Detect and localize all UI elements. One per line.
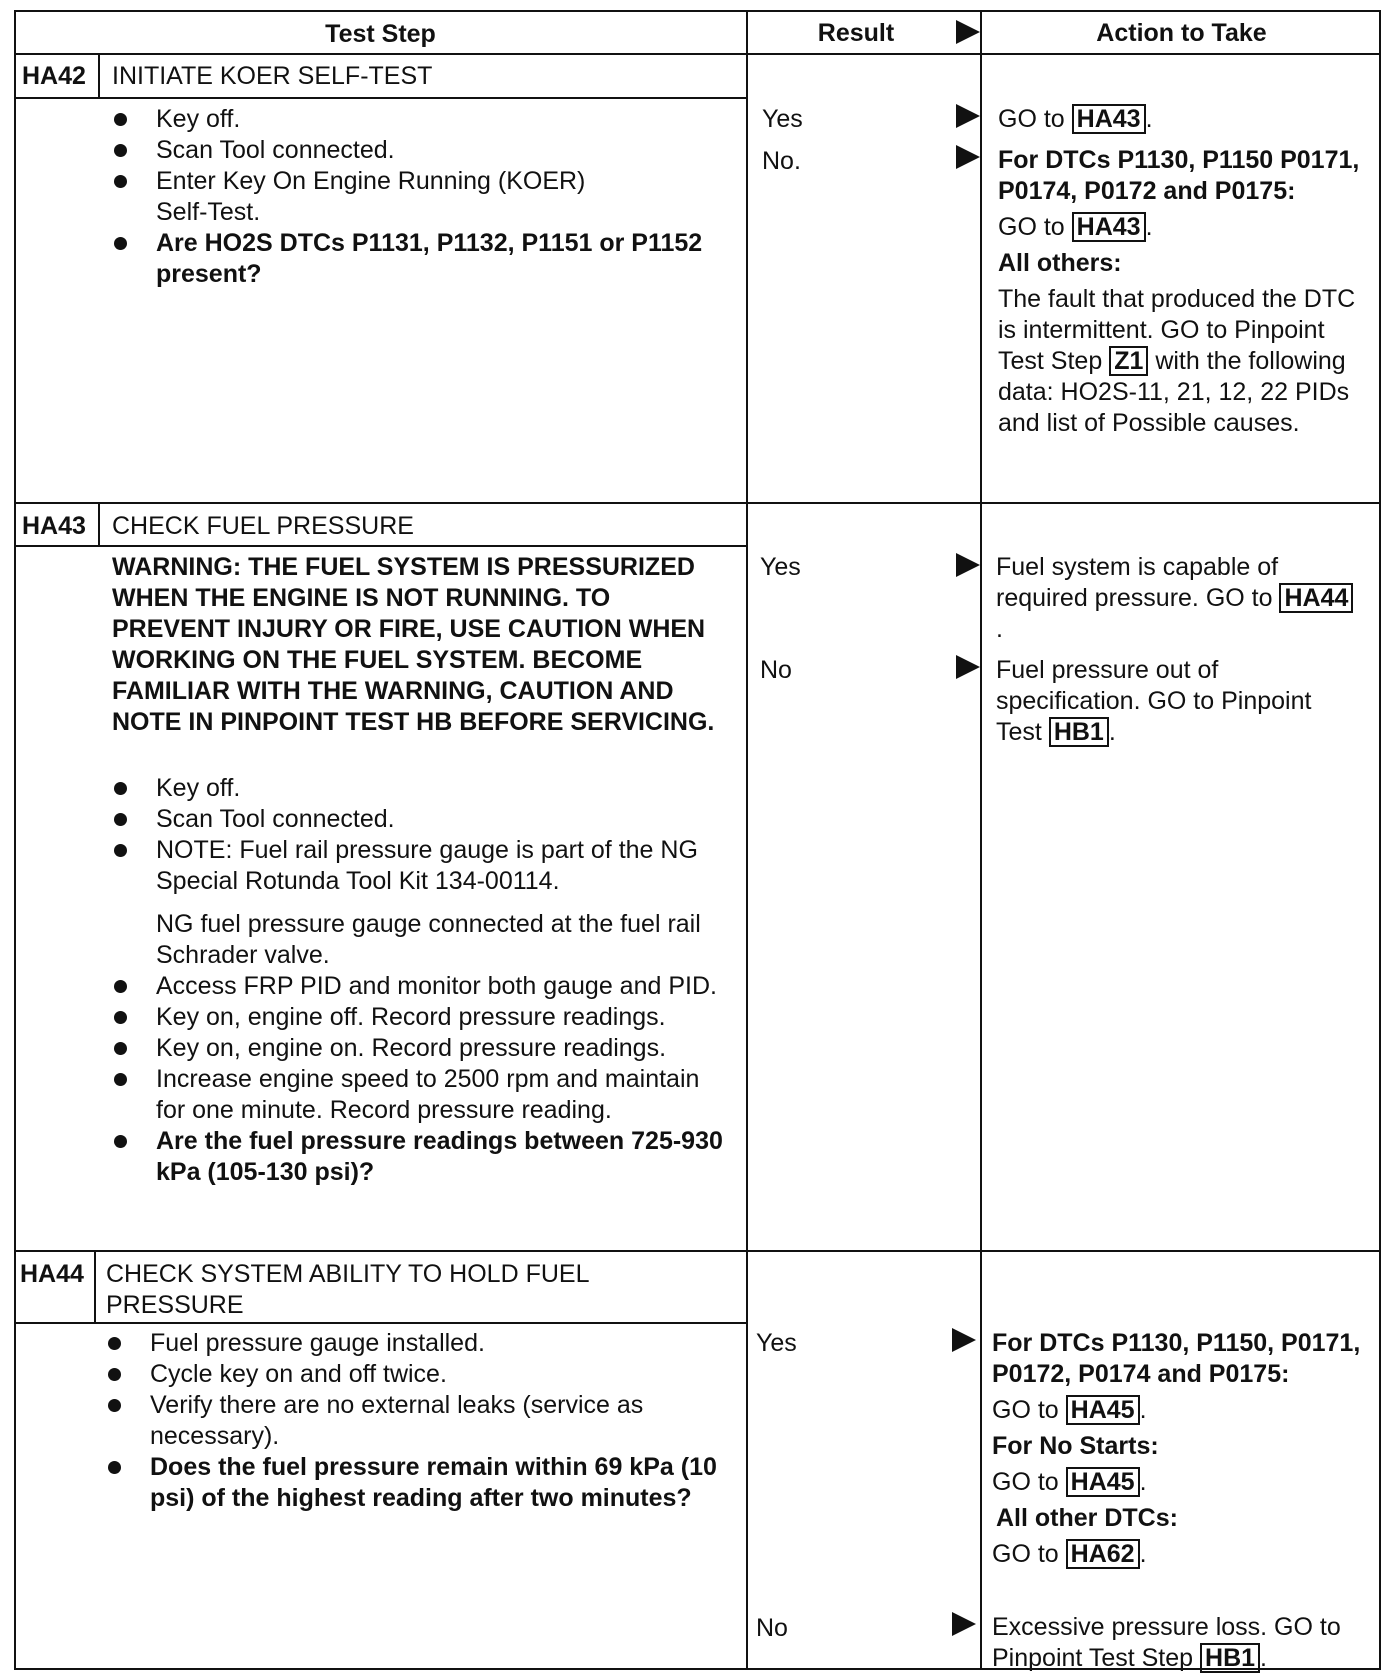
list-item: Verify there are no external leaks (service as necessary). <box>104 1390 734 1452</box>
bullet-icon <box>114 844 127 857</box>
bullet-icon <box>108 1368 121 1381</box>
bullet-icon <box>114 782 127 795</box>
step-ref-hb1[interactable]: HB1 <box>1200 1643 1260 1673</box>
step-ref-ha45[interactable]: HA45 <box>1066 1395 1140 1425</box>
step-ref-ha45[interactable]: HA45 <box>1066 1467 1140 1497</box>
ha42-code: HA42 <box>22 62 86 90</box>
ha43-ha44-divider <box>14 1250 1381 1252</box>
bullet-icon <box>114 813 127 826</box>
ha43-result-no: No <box>760 656 792 684</box>
ha44-yes-action: For DTCs P1130, P1150, P0171, P0172, P0174 and P0175: GO to HA45 . For No Starts: GO to HA45 . All other DTCs: GO to HA62 . <box>992 1329 1361 1568</box>
bullet-icon <box>114 1135 127 1148</box>
step-ref-ha44[interactable]: HA44 <box>1279 583 1353 613</box>
ha44-title: CHECK SYSTEM ABILITY TO HOLD FUEL PRESSURE <box>106 1260 589 1319</box>
ha42-yes-action: GO to HA43 . <box>998 105 1153 133</box>
ha44-nostart-label: For No Starts: <box>992 1432 1159 1460</box>
ha42-title: INITIATE KOER SELF-TEST <box>112 62 433 90</box>
list-item: Key on, engine off. Record pressure readings. <box>110 1002 732 1033</box>
arrow-icon <box>956 655 980 679</box>
ha44-result-yes: Yes <box>756 1329 797 1357</box>
bullet-icon <box>114 237 127 250</box>
step-ref-ha43[interactable]: HA43 <box>1072 212 1146 242</box>
ha44-code-divider <box>94 1250 96 1323</box>
ha43-no-action: Fuel pressure out of specification. GO to Pinpoint Test HB1 . <box>996 656 1312 746</box>
list-item: Cycle key on and off twice. <box>104 1359 734 1390</box>
ha42-result-yes: Yes <box>762 105 803 133</box>
ha44-dtcs-label: For DTCs P1130, P1150, P0171, P0172, P0174 and P0175: <box>992 1329 1361 1388</box>
bullet-icon <box>108 1399 121 1412</box>
ha44-code: HA44 <box>20 1260 84 1288</box>
ha44-steps <box>104 1328 734 1514</box>
col-divider-result-action <box>980 10 982 1670</box>
col-divider-step-result <box>746 10 748 1670</box>
arrow-icon <box>956 553 980 577</box>
ha42-result-no: No. <box>762 147 801 175</box>
list-item: Key off. <box>110 773 732 804</box>
list-item: Key on, engine on. Record pressure readings. <box>110 1033 732 1064</box>
ha42-title-divider <box>14 97 747 99</box>
bullet-icon <box>114 1042 127 1055</box>
arrow-icon <box>952 1328 976 1352</box>
list-item: Are the fuel pressure readings between 725-930 kPa (105-130 psi)? <box>110 1126 732 1188</box>
step-ref-z1[interactable]: Z1 <box>1109 346 1148 376</box>
step-ref-ha43[interactable]: HA43 <box>1072 104 1146 134</box>
ha43-title-divider <box>14 545 747 547</box>
arrow-icon <box>952 1612 976 1636</box>
ha42-no-dtcs-label: For DTCs P1130, P1150 P0171, P0174, P0172 and P0175: <box>998 146 1360 205</box>
ha42-steps <box>110 104 720 290</box>
list-item: Scan Tool connected. <box>110 804 732 835</box>
list-item: NOTE: Fuel rail pressure gauge is part of the NG Special Rotunda Tool Kit 134-00114. <box>110 835 732 897</box>
ha43-code: HA43 <box>22 512 86 540</box>
step-ref-ha62[interactable]: HA62 <box>1066 1539 1140 1569</box>
header-action: Action to Take <box>1096 19 1267 47</box>
header-test-step: Test Step <box>325 20 436 48</box>
list-item: Enter Key On Engine Running (KOER) Self-Test. <box>110 166 720 228</box>
list-item: NG fuel pressure gauge connected at the fuel rail Schrader valve. <box>156 910 701 969</box>
list-item: Scan Tool connected. <box>110 135 720 166</box>
ha42-ha43-divider <box>14 502 1381 504</box>
list-item: Key off. <box>110 104 720 135</box>
header-result: Result <box>817 19 895 47</box>
ha43-steps <box>110 773 732 1188</box>
ha42-code-divider <box>98 53 100 98</box>
list-item: Does the fuel pressure remain within 69 kPa (10 psi) of the highest reading after two minutes? <box>104 1452 734 1514</box>
bullet-icon <box>114 980 127 993</box>
ha42-all-others-label: All others: <box>998 249 1122 277</box>
bullet-icon <box>114 1073 127 1086</box>
ha43-code-divider <box>98 502 100 546</box>
header-arrow-icon <box>956 20 980 44</box>
arrow-icon <box>956 145 980 169</box>
ha44-result-no: No <box>756 1614 788 1642</box>
ha43-result-yes: Yes <box>760 553 801 581</box>
bullet-icon <box>114 144 127 157</box>
ha43-warning: WARNING: THE FUEL SYSTEM IS PRESSURIZED WHEN THE ENGINE IS NOT RUNNING. TO PREVENT INJURY OR FIRE, USE CAUTION WHEN WORKING ON THE FUEL SYSTEM. BECOME FAMILIAR WITH THE WARNING, CAUTION AND NOTE IN PINPOINT TEST HB BEFORE SERVICING. <box>112 553 715 736</box>
list-item: Access FRP PID and monitor both gauge and PID. <box>110 971 732 1002</box>
ha44-other-label: All other DTCs: <box>996 1504 1178 1532</box>
ha42-no-action: For DTCs P1130, P1150 P0171, P0174, P0172 and P0175: GO to HA43 . All others: The fault that produced the DTC is intermittent. GO to Pinpoint Test Step Z1 with the following data: HO2S-11, 21, 12, 22 PIDs and list of Possible causes. <box>998 145 1368 439</box>
bullet-icon <box>114 113 127 126</box>
header-divider <box>14 53 1381 55</box>
bullet-icon <box>114 1011 127 1024</box>
bullet-icon <box>108 1337 121 1350</box>
ha43-title: CHECK FUEL PRESSURE <box>112 512 414 540</box>
bullet-icon <box>114 175 127 188</box>
list-item: Are HO2S DTCs P1131, P1132, P1151 or P1152 present? <box>110 228 720 290</box>
step-ref-hb1[interactable]: HB1 <box>1049 717 1109 747</box>
list-item: Fuel pressure gauge installed. <box>104 1328 734 1359</box>
ha44-title-divider <box>14 1322 747 1324</box>
list-item: Increase engine speed to 2500 rpm and maintain for one minute. Record pressure reading. <box>110 1064 732 1126</box>
arrow-icon <box>956 104 980 128</box>
bullet-icon <box>108 1461 121 1474</box>
ha44-no-action: Excessive pressure loss. GO to Pinpoint Test Step HB1 . <box>992 1613 1341 1672</box>
ha43-yes-action: Fuel system is capable of required pressure. GO to HA44. <box>996 552 1356 645</box>
